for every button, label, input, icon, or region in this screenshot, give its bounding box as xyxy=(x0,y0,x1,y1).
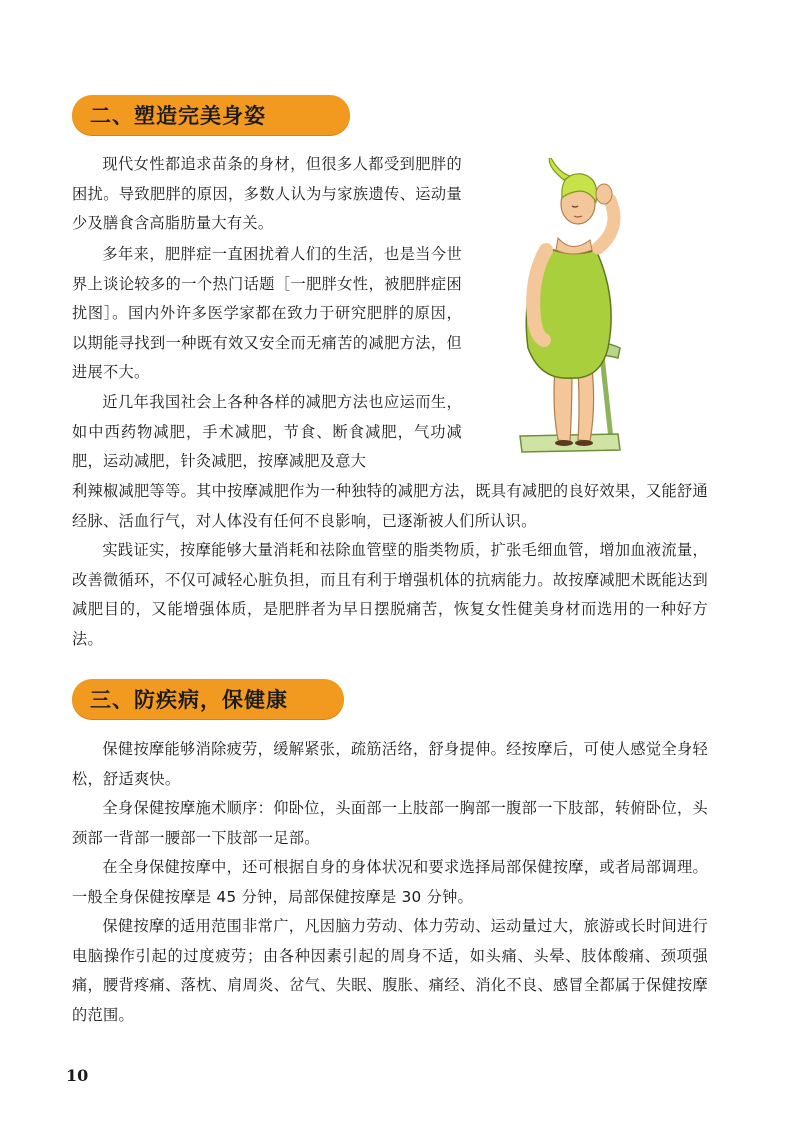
overweight-woman-on-scale-illustration xyxy=(500,158,670,458)
paragraph: 多年来，肥胖症一直困扰着人们的生活，也是当今世界上谈论较多的一个热门话题［一肥胖女性，被肥胖症困扰图］。国内外许多医学家都在致力于研究肥胖的原因，以期能寻找到一种既有效又安全而无痛苦的减肥方法，但进展不大。 xyxy=(72,245,462,382)
paragraph: 保健按摩的适用范围非常广，凡因脑力劳动、体力劳动、运动量过大，旅游或长时间进行电脑操作引起的过度疲劳；由各种因素引起的周身不适，如头痛、头晕、肢体酸痛、颈项强痛，腰背疼痛、落枕、肩周炎、岔气、失眠、腹胀、痛经、消化不良、感冒全都属于保健按摩的范围。 xyxy=(72,917,708,1024)
paragraph: 实践证实，按摩能够大量消耗和祛除血管壁的脂类物质，扩张毛细血管，增加血液流量，改善微循环，不仅可减轻心脏负担，而且有利于增强机体的抗病能力。故按摩减肥术既能达到减肥目的，又能增强体质，是肥胖者为早日摆脱痛苦，恢复女性健美身材而选用的一种好方法。 xyxy=(72,541,708,648)
paragraph: 现代女性都追求苗条的身材，但很多人都受到肥胖的困扰。导致肥胖的原因，多数人认为与家族遗传、运动量少及膳食含高脂肪量大有关。 xyxy=(72,155,462,233)
paragraph: 全身保健按摩施术顺序：仰卧位，头面部一上肢部一胸部一腹部一下肢部，转俯卧位，头颈部一背部一腰部一下肢部一足部。 xyxy=(72,799,708,847)
paragraph: 近几年我国社会上各种各样的减肥方法也应运而生，如中西药物减肥，手术减肥，节食、断食减肥，气功减肥，运动减肥，针灸减肥，按摩减肥及意大 xyxy=(72,393,462,471)
page-number: 10 xyxy=(66,1066,89,1085)
paragraph: 在全身保健按摩中，还可根据自身的身体状况和要求选择局部保健按摩，或者局部调理。一般全身保健按摩是 45 分钟，局部保健按摩是 30 分钟。 xyxy=(72,858,708,906)
section-heading-shape-body xyxy=(72,95,350,135)
paragraph: 保健按摩能够消除疲劳，缓解紧张，疏筋活络，舒身提伸。经按摩后，可使人感觉全身轻松，舒适爽快。 xyxy=(72,740,708,788)
section-heading-text: 三、防疾病，保健康 xyxy=(90,688,288,712)
paragraph: 利辣椒减肥等等。其中按摩减肥作为一种独特的减肥方法，既具有减肥的良好效果，又能舒通经脉、活血行气，对人体没有任何不良影响，已逐渐被人们所认识。 xyxy=(72,482,708,530)
section-heading-text: 二、塑造完美身姿 xyxy=(90,104,266,128)
section-heading-disease-prevention xyxy=(72,679,344,719)
